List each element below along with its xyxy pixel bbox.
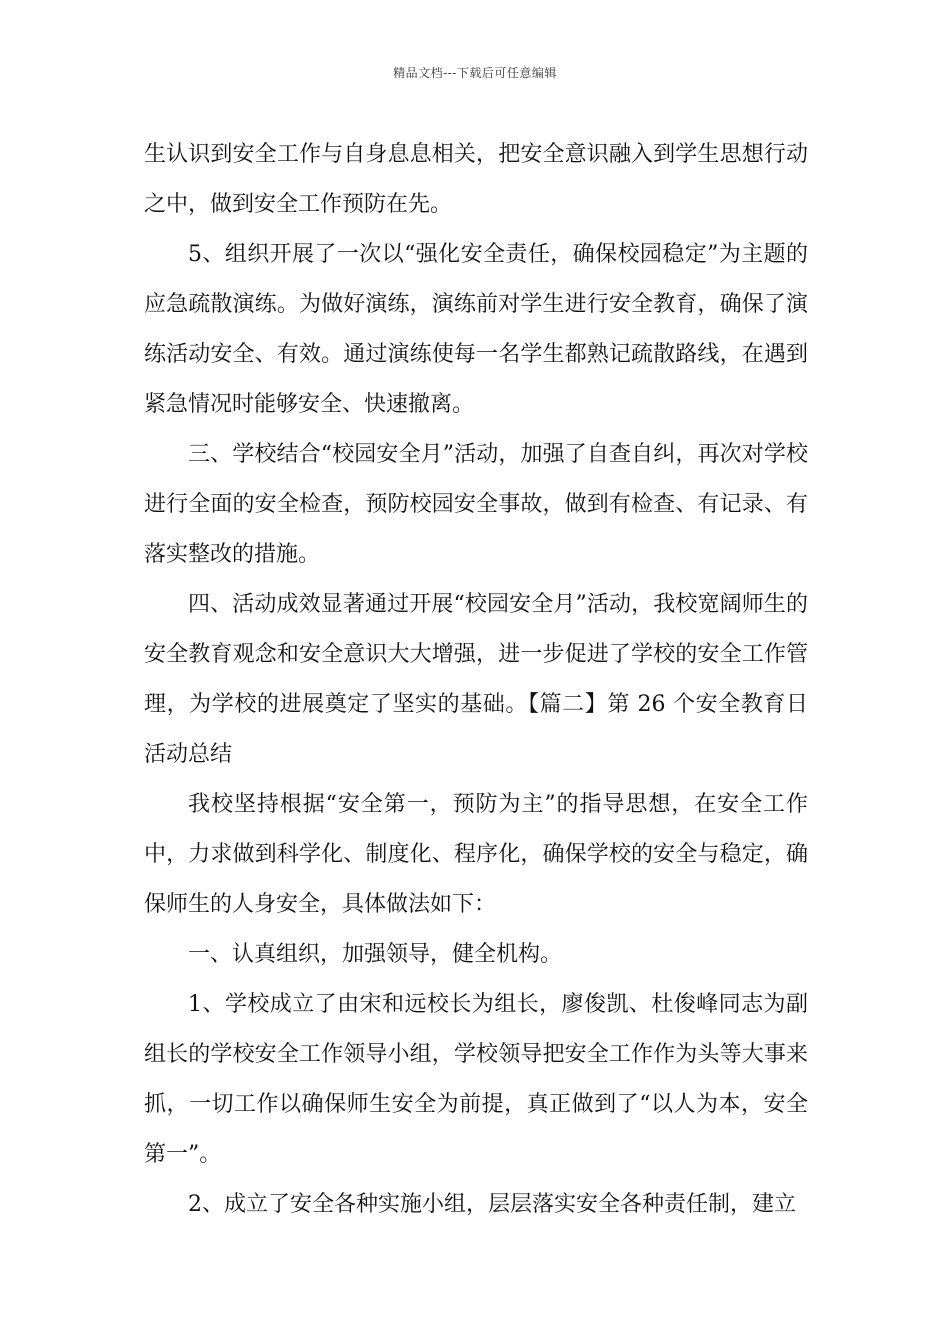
paragraph-item-2: 2、成立了安全各种实施小组，层层落实安全各种责任制，建立 <box>188 1192 796 1217</box>
paragraph-section-1-heading: 一、认真组织，加强领导，健全机构。 <box>188 942 563 967</box>
paragraph-item-1: 1、学校成立了由宋和远校长为组长，廖俊凯、杜俊峰同志为副组长的学校安全工作领导小组，学校领导把安全工作作为头等大事来抓，一切工作以确保师生安全为前提，真正做到了“以人为本，安全第一”。 <box>144 992 808 1167</box>
paragraph-section-3: 三、学校结合“校园安全月”活动，加强了自查自纠，再次对学校进行全面的安全检查，预防校园安全事故，做到有检查、有记录、有落实整改的措施。 <box>144 442 808 567</box>
paragraph-intro: 我校坚持根据“安全第一，预防为主”的指导思想，在安全工作中，力求做到科学化、制度化、程序化，确保学校的安全与稳定，确保师生的人身安全，具体做法如下： <box>144 792 808 917</box>
paragraph-continued: 生认识到安全工作与自身息息相关，把安全意识融入到学生思想行动之中，做到安全工作预防在先。 <box>144 142 808 217</box>
paragraph-item-5: 5、组织开展了一次以“强化安全责任，确保校园稳定”为主题的应急疏散演练。为做好演练，演练前对学生进行安全教育，确保了演练活动安全、有效。通过演练使每一名学生都熟记疏散路线，在遇到紧急情况时能够安全、快速撤离。 <box>144 242 808 417</box>
document-body <box>144 130 808 1230</box>
page-header: 精品文档---下载后可任意编辑 <box>393 66 557 80</box>
paragraph-section-4: 四、活动成效显著通过开展“校园安全月”活动，我校宽阔师生的安全教育观念和安全意识大大增强，进一步促进了学校的安全工作管理，为学校的进展奠定了坚实的基础。【篇二】第 26 个安全教育日活动总结 <box>144 592 808 767</box>
